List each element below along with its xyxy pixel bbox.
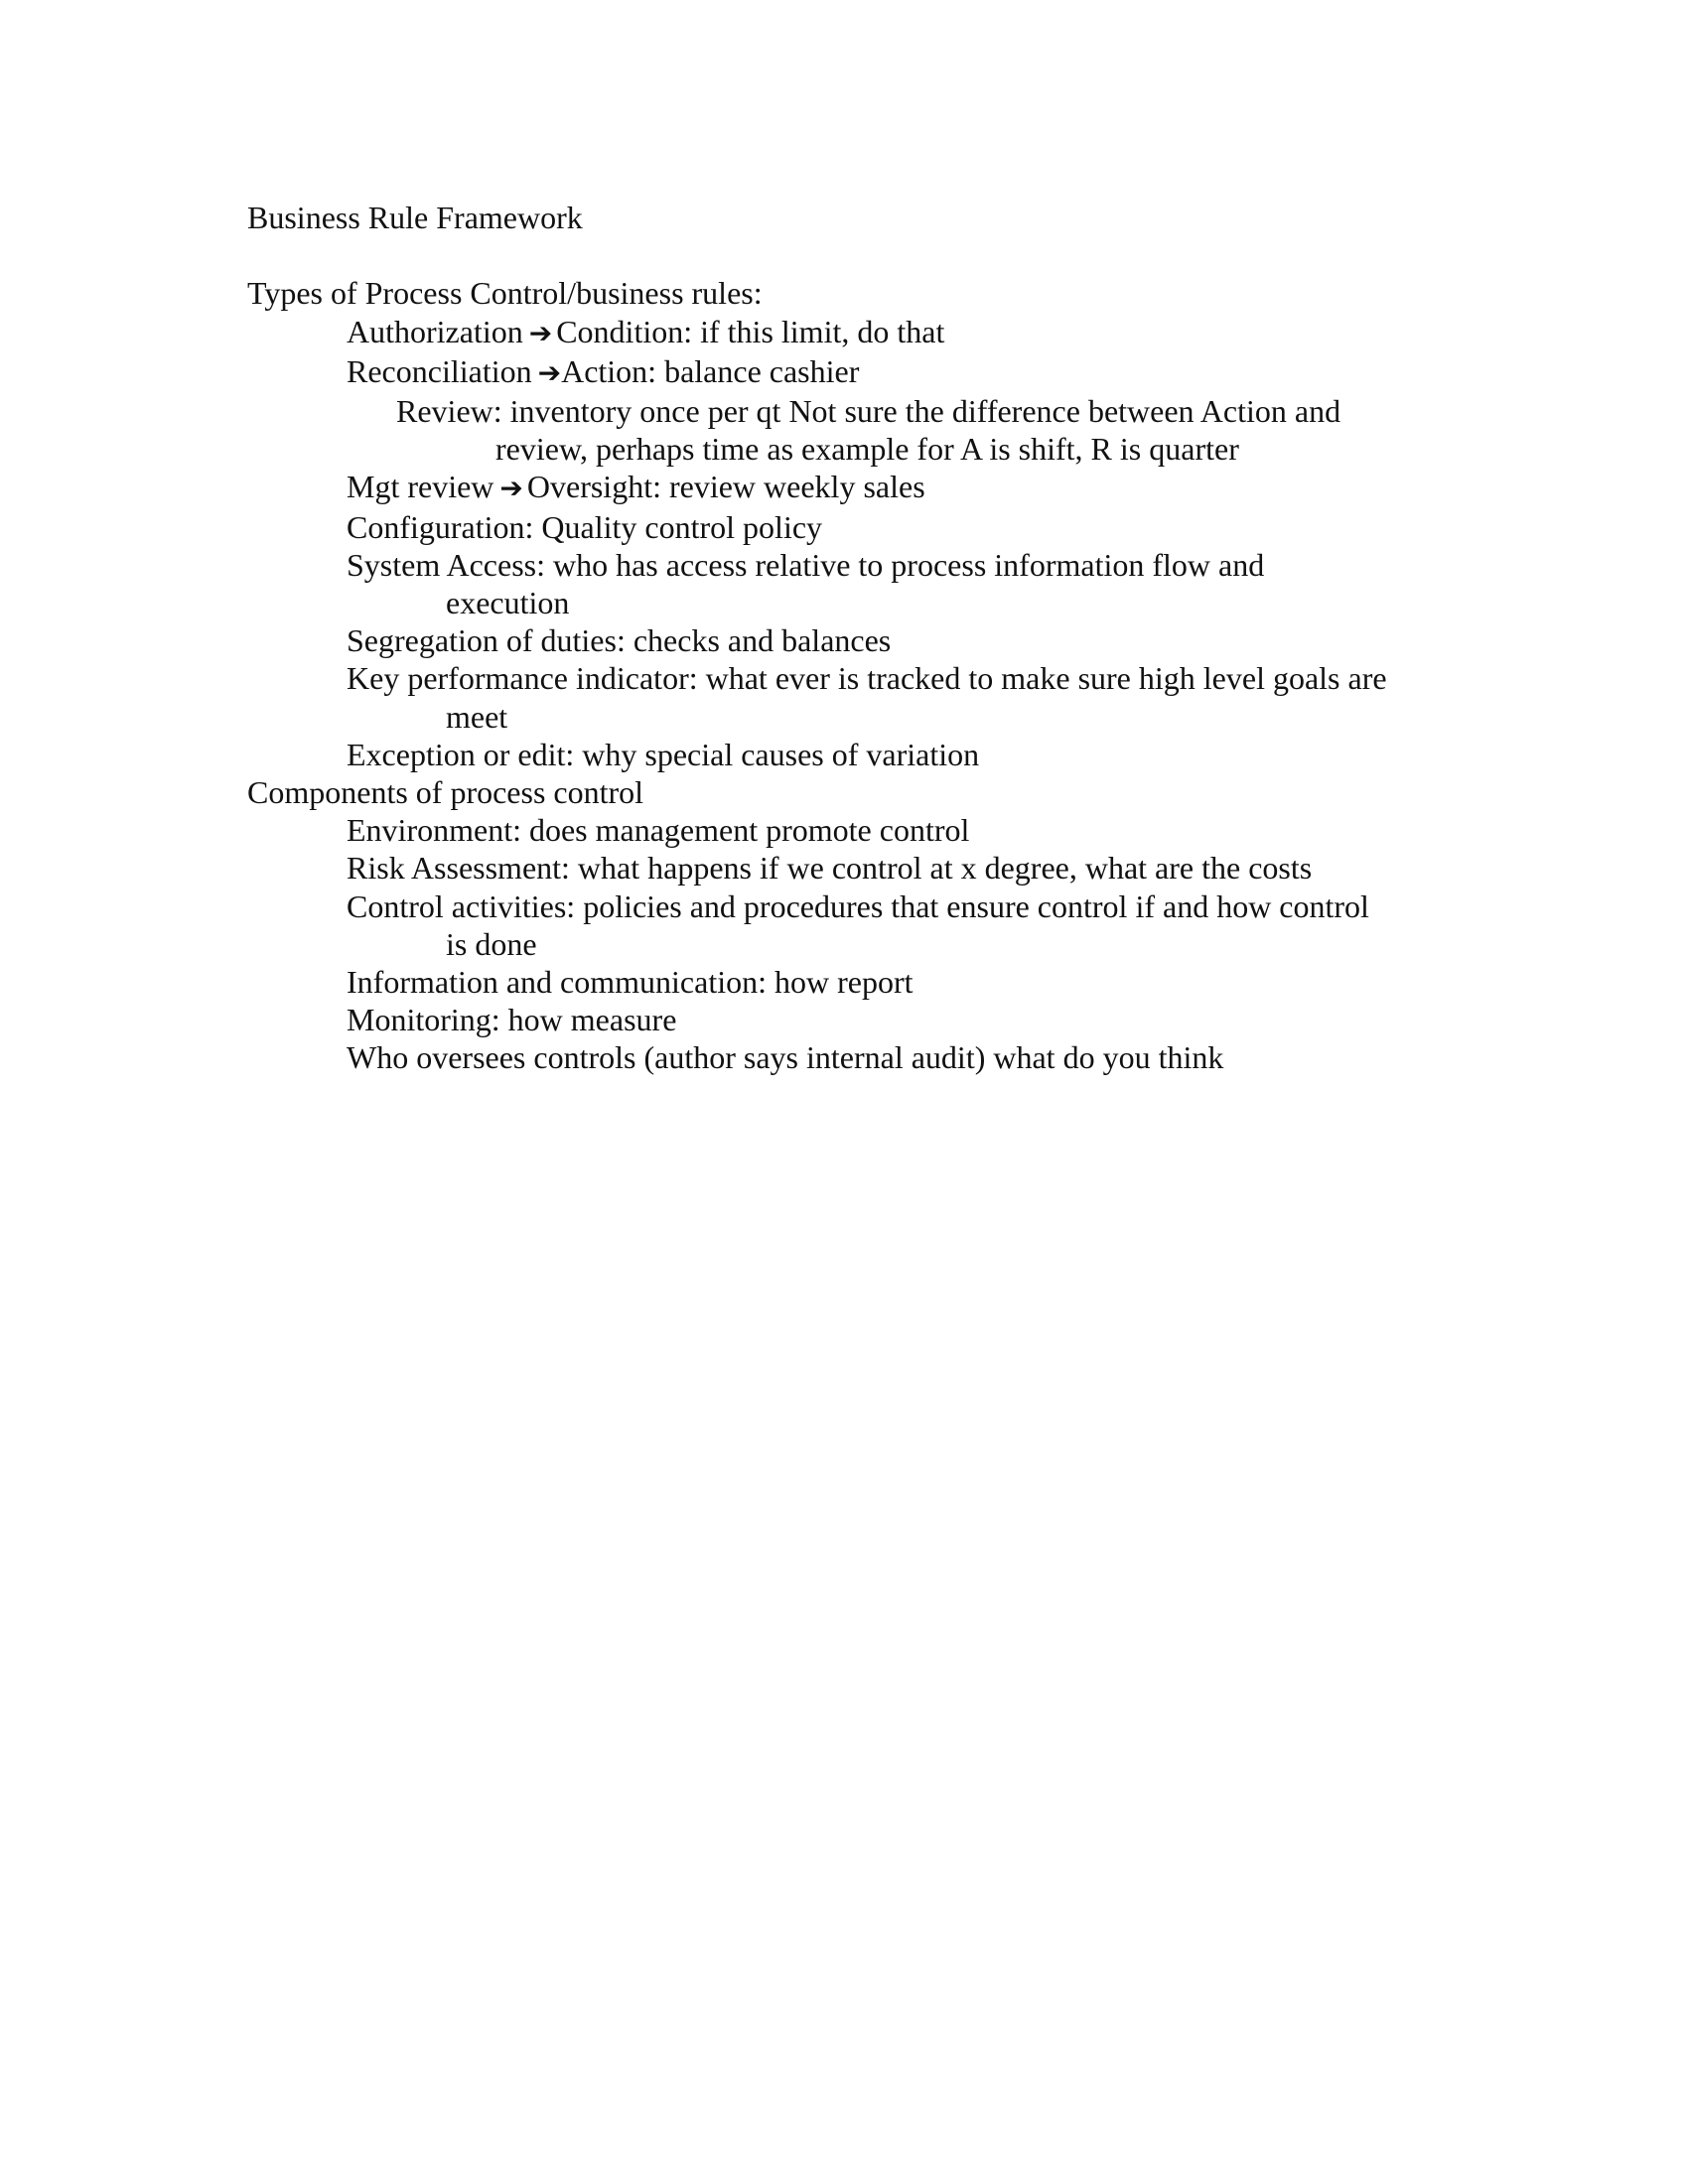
type-authorization [247,313,1488,352]
component-information: Information and communication: how report [347,964,914,1001]
authorization-label: Authorization [347,313,523,349]
types-heading: Types of Process Control/business rules: [247,275,763,312]
type-review-line-1: Review: inventory once per qt Not sure the difference between Action and [396,393,1341,429]
right-arrow-icon: ➔ [499,472,523,505]
component-control-activities-line-2: is done [446,925,537,962]
type-kpi-line-2: meet [446,698,508,735]
component-environment: Environment: does management promote control [347,812,970,849]
type-exception: Exception or edit: why special causes of variation [347,736,980,772]
authorization-description: Condition: if this limit, do that [556,313,945,349]
right-arrow-icon: ➔ [528,316,553,349]
reconciliation-description: Action: balance cashier [561,352,860,389]
type-review-line-2: review, perhaps time as example for A is shift, R is quarter [495,431,1239,468]
component-risk-assessment: Risk Assessment: what happens if we control at x degree, what are the costs [347,850,1313,887]
type-configuration: Configuration: Quality control policy [347,508,823,545]
components-heading: Components of process control [247,774,644,811]
type-mgt-review [247,468,1488,507]
component-control-activities-line-1: Control activities: policies and procedures that ensure control if and how control [347,887,1369,924]
mgt-review-label: Mgt review [347,469,494,505]
reconciliation-label: Reconciliation [347,352,532,389]
right-arrow-icon: ➔ [537,355,562,389]
component-monitoring: Monitoring: how measure [347,1002,677,1038]
type-system-access-line-1: System Access: who has access relative to process information flow and [347,546,1265,583]
type-reconciliation [247,352,1488,392]
type-kpi-line-1: Key performance indicator: what ever is tracked to make sure high level goals are [347,660,1387,697]
component-who-oversees: Who oversees controls (author says internal audit) what do you think [347,1039,1224,1076]
document-title: Business Rule Framework [247,200,583,235]
type-system-access-line-2: execution [446,585,570,621]
mgt-review-description: Oversight: review weekly sales [526,469,925,505]
type-segregation: Segregation of duties: checks and balances [347,622,892,659]
document-body [247,199,1488,1077]
